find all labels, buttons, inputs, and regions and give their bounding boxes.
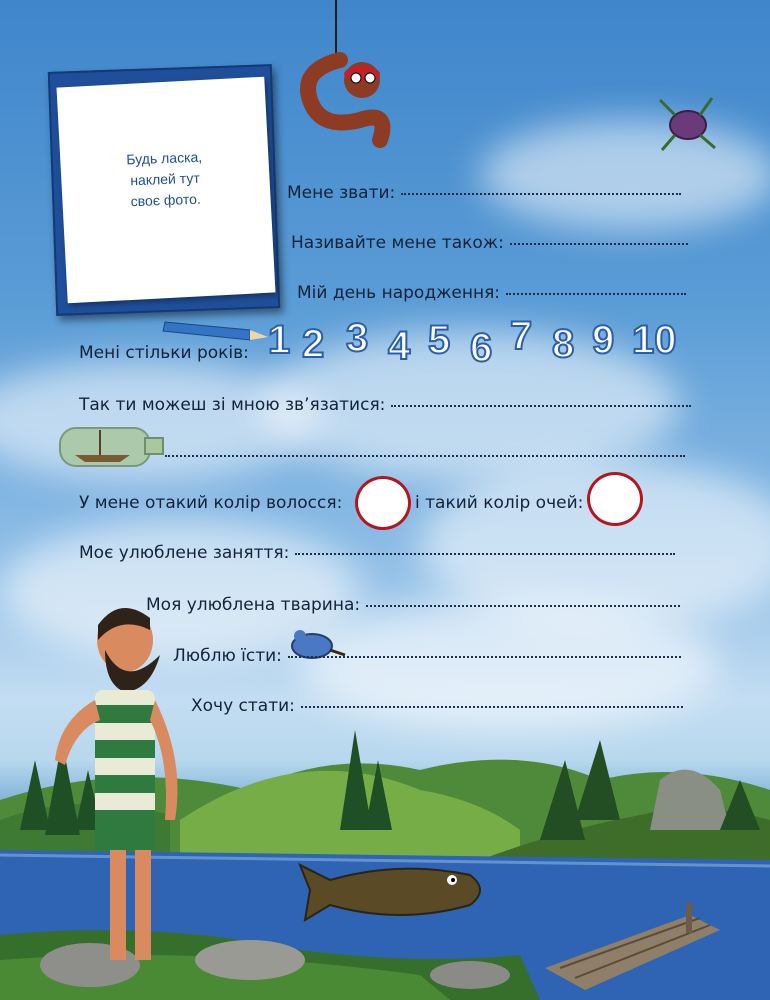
nickname-line[interactable] (510, 243, 688, 245)
age-number-10[interactable]: 10 (632, 318, 677, 362)
nickname-field[interactable] (291, 233, 688, 253)
eyes-label: і такий колір очей: (415, 493, 584, 513)
age-number-3[interactable]: 3 (346, 316, 369, 360)
hair-label: У мене отакий колір волосся: (79, 493, 343, 513)
photo-instruction (94, 146, 236, 214)
contact-line-2[interactable] (165, 455, 685, 457)
hobby-field[interactable] (79, 543, 675, 563)
contact-label: Так ти можеш зі мною зв’язатися: (79, 395, 386, 415)
nickname-label: Називайте мене також: (291, 233, 504, 253)
animal-field[interactable] (146, 595, 680, 615)
age-number-2[interactable]: 2 (302, 322, 325, 366)
future-label: Хочу стати: (191, 696, 295, 716)
birthday-field[interactable] (297, 283, 686, 303)
animal-label: Моя улюблена тварина: (146, 595, 361, 615)
age-number-5[interactable]: 5 (428, 318, 451, 362)
hair-field (79, 493, 342, 513)
age-number-4[interactable]: 4 (388, 324, 411, 368)
worm-illustration (308, 0, 383, 140)
contact-line[interactable] (391, 405, 691, 407)
future-field[interactable] (191, 696, 683, 716)
food-label: Люблю їсти: (173, 646, 282, 666)
hobby-line[interactable] (295, 553, 675, 555)
age-number-1[interactable]: 1 (268, 318, 291, 362)
age-field (79, 343, 249, 363)
photo-instruction-line: Будь ласка, (126, 148, 203, 168)
future-line[interactable] (301, 706, 683, 708)
food-field[interactable] (173, 646, 681, 666)
age-number-8[interactable]: 8 (552, 322, 575, 366)
bottle-illustration (60, 428, 163, 466)
pencil-illustration (163, 322, 268, 340)
photo-instruction-line: наклей тут (129, 169, 200, 189)
hair-color-circle[interactable] (355, 476, 411, 530)
name-label: Мене звати: (287, 183, 396, 203)
hobby-label: Моє улюблене заняття: (79, 543, 290, 563)
eye-color-circle[interactable] (587, 472, 643, 526)
birthday-line[interactable] (506, 293, 686, 295)
animal-line[interactable] (366, 605, 680, 607)
birthday-label: Мій день народження: (297, 283, 501, 303)
contact-field[interactable] (79, 395, 691, 415)
photo-instruction-line: своє фото. (130, 190, 201, 210)
age-number-6[interactable]: 6 (470, 326, 493, 370)
age-number-7[interactable]: 7 (510, 314, 533, 358)
food-line[interactable] (288, 656, 681, 658)
age-number-9[interactable]: 9 (592, 318, 615, 362)
name-field[interactable] (287, 183, 681, 203)
beetle-illustration (660, 98, 715, 150)
age-label: Мені стільки років: (79, 343, 249, 363)
eyes-field (415, 493, 583, 513)
name-line[interactable] (401, 193, 681, 195)
